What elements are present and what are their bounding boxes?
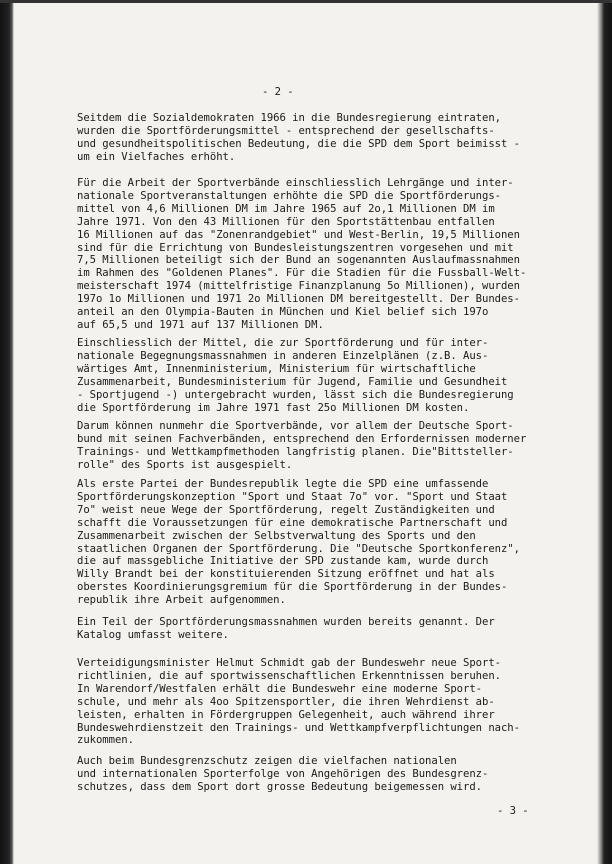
paragraph-bundesgrenzschutz: Auch beim Bundesgrenzschutz zeigen die vielfachen nationalen und internationalen Sporterfolge von Angehörigen des Bundesgrenz- schutzes, dass dem Sport dort grosse Bedeutung beigemessen wird. xyxy=(77,755,489,793)
paragraph-sport-federations-funding: Für die Arbeit der Sportverbände einschliesslich Lehrgänge und inter- nationale Sportveranstaltungen erhöhte die SPD die Sportförderungs- mittel von 4,6 Millionen DM im Jahre 1965 auf 2o,1 Millionen DM im Jahre 1971. Von den 43 Millionen für den Sportstättenbau entfallen 16 Millionen auf das "Zonenrandgebiet" und West-Berlin, 19,5 Millionen sind für die Errichtung von Bundesleistungszentren vorgesehen und mit 7,5 Millionen beteiligt sich der Bund an sogenannten Auslaufmassnahmen im Rahmen des "Goldenen Planes". Für die Stadien für die Fussball-Welt- meisterschaft 1974 (mittelfristige Finanzplanung 5o Millionen), wurden 197o 1o Millionen und 1971 2o Millionen DM bereitgestellt. Der Bundes- anteil an den Olympia-Bauten in München und Kiel belief sich 197o auf 65,5 und 1971 auf 137 Millionen DM. xyxy=(77,177,527,331)
page-number-top: - 2 - xyxy=(262,86,294,98)
scan-edge-right xyxy=(597,0,612,864)
page-number-bottom: - 3 - xyxy=(497,805,529,817)
scan-edge-top xyxy=(0,0,612,3)
paragraph-bundeswehr: Verteidigungsminister Helmut Schmidt gab der Bundeswehr neue Sport- richtlinien, die auf sportwissenschaftlichen Erkenntnissen beruhen. In Warendorf/Westfalen erhält die Bundeswehr eine moderne Sport- schule, und mehr als 4oo Spitzensportler, die ihren Wehrdienst ab- leisten, erhalten in Fördergruppen Gelegenheit, auch während ihrer Bundeswehrdienstzeit den Trainings- und Wettkampfverpflichtungen nach- zukommen. xyxy=(77,657,520,747)
paragraph-funding-increase: Seitdem die Sozialdemokraten 1966 in die Bundesregierung eintraten, wurden die Sportförderungsmittel - entsprechend der gesellschafts- und gesundheitspolitischen Bedeutung, die die SPD dem Sport beimisst - um ein Vielfaches erhöht. xyxy=(77,112,520,163)
paragraph-long-term-planning: Darum können nunmehr die Sportverbände, vor allem der Deutsche Sport- bund mit seinen Fachverbänden, entsprechend den Erfordernissen moderner Trainings- und Wettkampfmethoden langfristig planen. Die"Bittsteller- rolle" des Sports ist ausgespielt. xyxy=(77,420,527,471)
paragraph-total-funding: Einschliesslich der Mittel, die zur Sportförderung und für inter- nationale Begegnungsmassnahmen in anderen Einzelplänen (z.B. Aus- wärtiges Amt, Innenministerium, Ministerium für wirtschaftliche Zusammenarbeit, Bundesministerium für Jugend, Familie und Gesundheit - Sportjugend -) untergebracht wurden, lässt sich die Bundesregierung die Sportförderung im Jahre 1971 fast 25o Millionen DM kosten. xyxy=(77,337,514,414)
paragraph-sport-und-staat: Als erste Partei der Bundesrepublik legte die SPD eine umfassende Sportförderungskonzeption "Sport und Staat 7o" vor. "Sport und Staat 7o" weist neue Wege der Sportförderung, regelt Zuständigkeiten und schafft die Voraussetzungen für eine demokratische Partnerschaft und Zusammenarbeit zwischen der Selbstverwaltung des Sports und den staatlichen Organen der Sportförderung. Die "Deutsche Sportkonferenz", die auf massgebliche Initiative der SPD zustande kam, wurde durch Willy Brandt bei der konstituierenden Sitzung eröffnet und hat als oberstes Koordinierungsgremium für die Sportförderung in der Bundes- republik ihre Arbeit aufgenommen. xyxy=(77,478,520,607)
scan-edge-left xyxy=(0,0,14,864)
paragraph-catalogue: Ein Teil der Sportförderungsmassnahmen wurden bereits genannt. Der Katalog umfasst weitere. xyxy=(77,616,495,641)
